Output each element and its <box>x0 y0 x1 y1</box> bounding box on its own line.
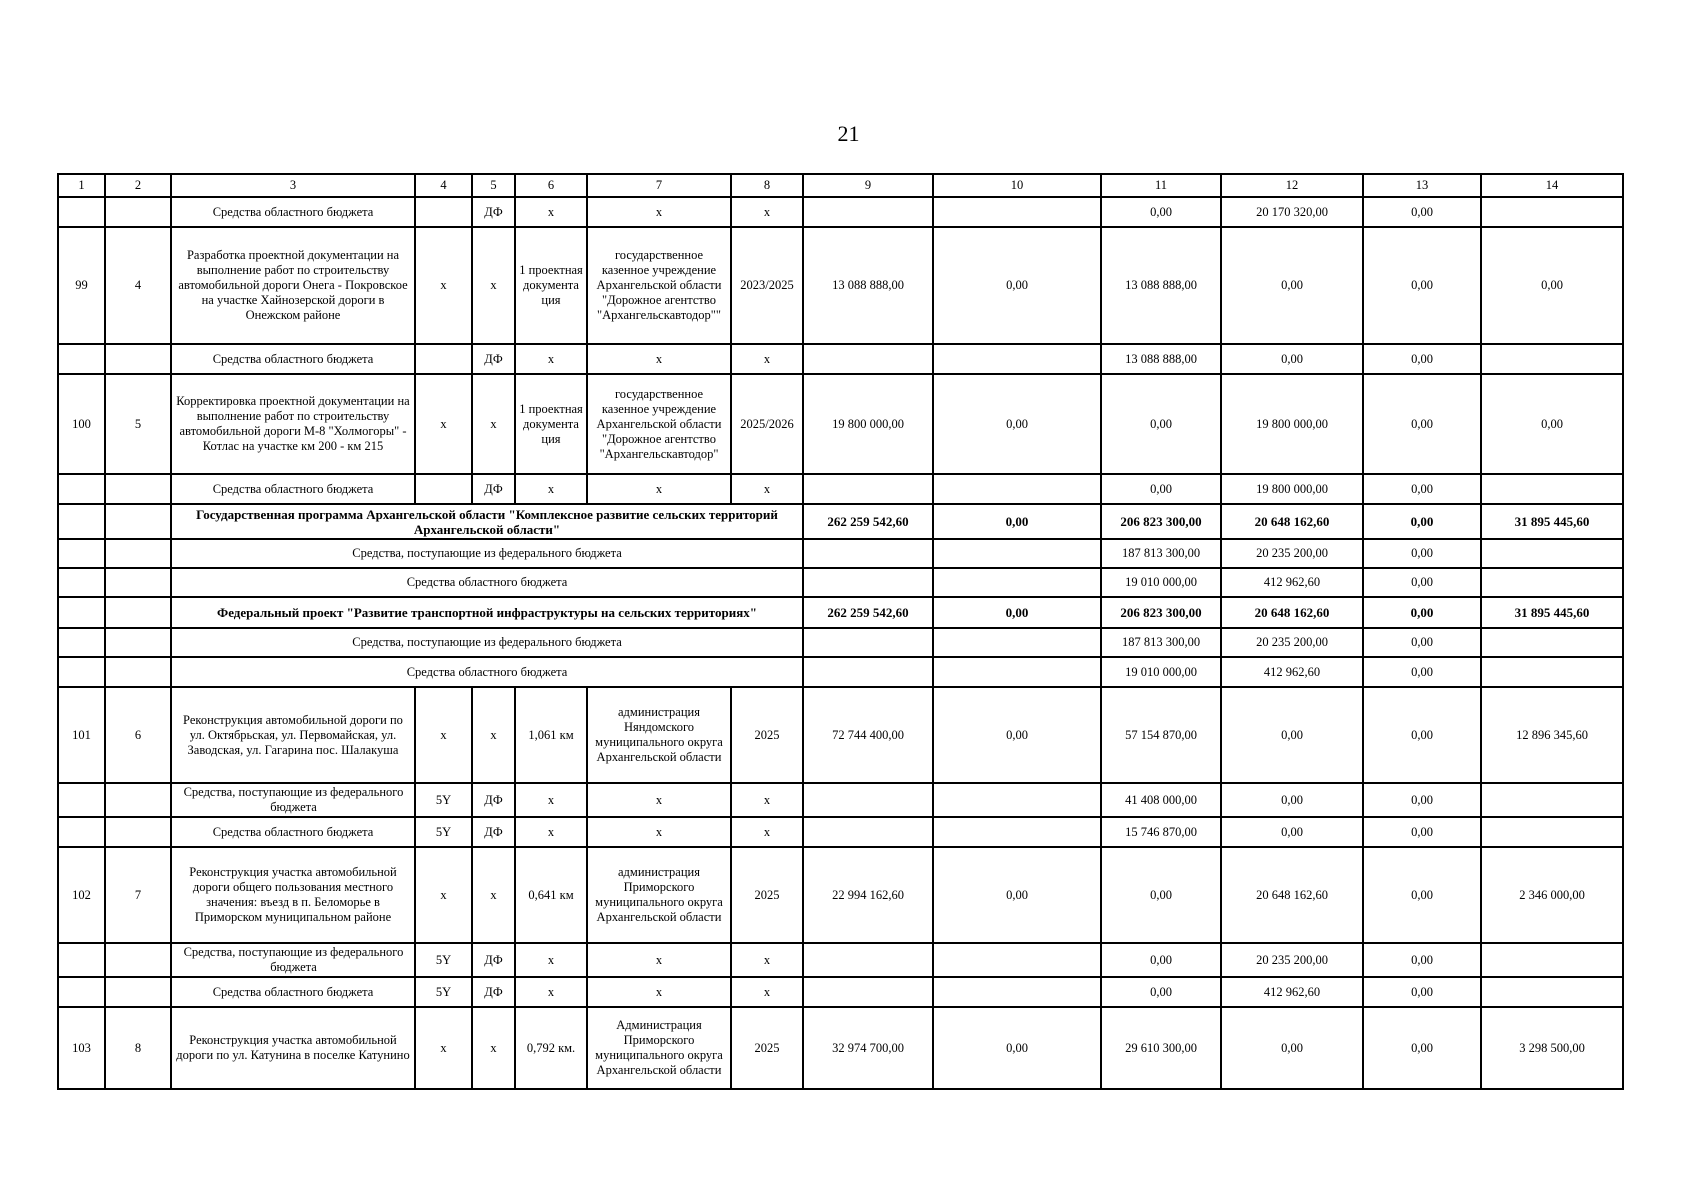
cell: х <box>515 474 587 504</box>
cell: Средства областного бюджета <box>171 817 415 847</box>
table-header-row <box>58 174 1623 197</box>
cell: Государственная программа Архангельской области "Комплексное развитие сельских территорий Архангельской области" <box>171 504 803 539</box>
cell: 101 <box>58 687 105 783</box>
cell: 19 800 000,00 <box>1221 374 1363 474</box>
cell <box>58 657 105 687</box>
budget-table <box>57 173 1624 1090</box>
cell <box>58 568 105 597</box>
cell: 0,00 <box>1363 504 1481 539</box>
cell: 6 <box>105 687 171 783</box>
cell: 0,00 <box>1363 783 1481 817</box>
cell: 8 <box>105 1007 171 1089</box>
cell: х <box>587 817 731 847</box>
cell: 19 800 000,00 <box>803 374 933 474</box>
cell: 2023/2025 <box>731 227 803 344</box>
cell: х <box>472 227 515 344</box>
cell: х <box>587 977 731 1007</box>
cell: 20 235 200,00 <box>1221 943 1363 977</box>
cell: 72 744 400,00 <box>803 687 933 783</box>
cell: 0,00 <box>1363 977 1481 1007</box>
cell <box>105 539 171 568</box>
cell: 0,00 <box>1221 344 1363 374</box>
cell <box>1481 197 1623 227</box>
cell <box>1481 344 1623 374</box>
cell: х <box>415 227 472 344</box>
cell: 0,00 <box>1221 227 1363 344</box>
header-cell: 10 <box>933 174 1101 197</box>
cell: 5Y <box>415 943 472 977</box>
cell <box>105 783 171 817</box>
cell: 0,00 <box>933 597 1101 628</box>
cell: 412 962,60 <box>1221 977 1363 1007</box>
cell: ДФ <box>472 197 515 227</box>
cell: х <box>515 197 587 227</box>
cell: 187 813 300,00 <box>1101 539 1221 568</box>
cell: 206 823 300,00 <box>1101 504 1221 539</box>
cell: 19 010 000,00 <box>1101 657 1221 687</box>
cell: 2025/2026 <box>731 374 803 474</box>
cell: 0,00 <box>1363 628 1481 657</box>
header-cell: 14 <box>1481 174 1623 197</box>
cell: 99 <box>58 227 105 344</box>
cell: Федеральный проект "Развитие транспортной инфраструктуры на сельских территориях" <box>171 597 803 628</box>
cell: Средства, поступающие из федерального бюджета <box>171 628 803 657</box>
cell: 0,00 <box>1101 374 1221 474</box>
table-row <box>58 374 1623 474</box>
cell: 100 <box>58 374 105 474</box>
program-total-row <box>58 504 1623 539</box>
table-row <box>58 657 1623 687</box>
cell: 412 962,60 <box>1221 657 1363 687</box>
cell: х <box>415 1007 472 1089</box>
cell: Корректировка проектной документации на выполнение работ по строительству автомобильной дороги М-8 "Холмогоры" - Котлас на участке км 200 - км 215 <box>171 374 415 474</box>
project-total-row <box>58 597 1623 628</box>
cell: администрация Приморского муниципального округа Архангельской области <box>587 847 731 943</box>
header-cell: 7 <box>587 174 731 197</box>
cell <box>1481 474 1623 504</box>
table-row <box>58 977 1623 1007</box>
cell: 0,00 <box>933 1007 1101 1089</box>
cell: 32 974 700,00 <box>803 1007 933 1089</box>
cell: х <box>587 197 731 227</box>
cell: государственное казенное учреждение Архангельской области "Дорожное агентство "Архангельскавтодор" <box>587 374 731 474</box>
cell: 13 088 888,00 <box>1101 344 1221 374</box>
table-row <box>58 344 1623 374</box>
cell: 0,00 <box>933 374 1101 474</box>
cell: 0,00 <box>1481 227 1623 344</box>
cell <box>803 657 933 687</box>
cell: 0,00 <box>1363 943 1481 977</box>
cell: Реконструкция участка автомобильной дороги по ул. Катунина в поселке Катунино <box>171 1007 415 1089</box>
cell <box>105 597 171 628</box>
cell: 2025 <box>731 847 803 943</box>
cell: 4 <box>105 227 171 344</box>
cell: 0,00 <box>1363 474 1481 504</box>
cell: ДФ <box>472 943 515 977</box>
cell <box>415 344 472 374</box>
cell: 0,00 <box>1363 847 1481 943</box>
cell: 262 259 542,60 <box>803 504 933 539</box>
cell: х <box>731 197 803 227</box>
cell: 41 408 000,00 <box>1101 783 1221 817</box>
cell: Средства, поступающие из федерального бюджета <box>171 539 803 568</box>
cell <box>58 197 105 227</box>
table-row <box>58 783 1623 817</box>
cell <box>933 628 1101 657</box>
cell: 0,00 <box>1363 539 1481 568</box>
cell <box>803 628 933 657</box>
header-cell: 13 <box>1363 174 1481 197</box>
cell <box>58 628 105 657</box>
cell: 0,00 <box>1363 687 1481 783</box>
cell: Администрация Приморского муниципального округа Архангельской области <box>587 1007 731 1089</box>
cell: х <box>472 847 515 943</box>
cell: 0,00 <box>1363 817 1481 847</box>
cell: 0,792 км. <box>515 1007 587 1089</box>
cell: 0,00 <box>1363 568 1481 597</box>
cell <box>105 474 171 504</box>
cell: 13 088 888,00 <box>803 227 933 344</box>
cell: 0,00 <box>933 227 1101 344</box>
header-cell: 9 <box>803 174 933 197</box>
cell: 20 235 200,00 <box>1221 628 1363 657</box>
cell <box>58 539 105 568</box>
cell <box>1481 943 1623 977</box>
cell: х <box>515 817 587 847</box>
cell <box>105 568 171 597</box>
cell: Средства областного бюджета <box>171 568 803 597</box>
cell: Реконструкция автомобильной дороги по ул. Октябрьская, ул. Первомайская, ул. Заводская, ул. Гагарина пос. Шалакуша <box>171 687 415 783</box>
cell <box>105 943 171 977</box>
cell: Средства областного бюджета <box>171 977 415 1007</box>
cell: Средства, поступающие из федерального бюджета <box>171 943 415 977</box>
cell <box>933 539 1101 568</box>
cell <box>803 539 933 568</box>
cell <box>1481 628 1623 657</box>
table-row <box>58 817 1623 847</box>
cell <box>105 197 171 227</box>
cell <box>58 597 105 628</box>
cell: 19 010 000,00 <box>1101 568 1221 597</box>
cell <box>58 344 105 374</box>
header-cell: 5 <box>472 174 515 197</box>
table-row <box>58 847 1623 943</box>
cell: 0,00 <box>1363 374 1481 474</box>
cell: 20 648 162,60 <box>1221 847 1363 943</box>
page-number: 21 <box>837 121 860 146</box>
cell <box>1481 568 1623 597</box>
cell: 0,641 км <box>515 847 587 943</box>
cell: ДФ <box>472 344 515 374</box>
header-cell: 1 <box>58 174 105 197</box>
cell: 0,00 <box>1101 474 1221 504</box>
table-row <box>58 687 1623 783</box>
header-cell: 2 <box>105 174 171 197</box>
cell: х <box>731 977 803 1007</box>
cell: х <box>587 474 731 504</box>
cell: 57 154 870,00 <box>1101 687 1221 783</box>
cell: 0,00 <box>1221 1007 1363 1089</box>
cell: Реконструкция участка автомобильной дороги общего пользования местного значения: въезд в п. Беломорье в Приморском муниципальном районе <box>171 847 415 943</box>
cell: 1 проектная документа ция <box>515 227 587 344</box>
cell: 0,00 <box>1363 657 1481 687</box>
cell: 2 346 000,00 <box>1481 847 1623 943</box>
cell: х <box>515 977 587 1007</box>
cell: х <box>731 817 803 847</box>
cell: х <box>515 344 587 374</box>
cell: 5Y <box>415 817 472 847</box>
cell <box>105 817 171 847</box>
cell <box>105 504 171 539</box>
cell <box>58 977 105 1007</box>
cell <box>803 568 933 597</box>
cell: 5 <box>105 374 171 474</box>
cell: 15 746 870,00 <box>1101 817 1221 847</box>
cell: х <box>515 943 587 977</box>
cell <box>803 943 933 977</box>
table-row <box>58 628 1623 657</box>
table-row <box>58 197 1623 227</box>
cell <box>933 783 1101 817</box>
cell <box>58 817 105 847</box>
cell: х <box>731 344 803 374</box>
cell: 1 проектная документа ция <box>515 374 587 474</box>
cell: х <box>415 687 472 783</box>
cell <box>803 783 933 817</box>
cell <box>803 197 933 227</box>
header-cell: 6 <box>515 174 587 197</box>
cell: 20 235 200,00 <box>1221 539 1363 568</box>
cell: 0,00 <box>1101 197 1221 227</box>
cell: 2025 <box>731 687 803 783</box>
cell: х <box>415 374 472 474</box>
cell: 0,00 <box>1363 1007 1481 1089</box>
cell <box>933 344 1101 374</box>
cell <box>58 504 105 539</box>
cell: ДФ <box>472 783 515 817</box>
cell: х <box>515 783 587 817</box>
table-row <box>58 227 1623 344</box>
cell <box>415 197 472 227</box>
header-cell: 8 <box>731 174 803 197</box>
cell: 102 <box>58 847 105 943</box>
cell: 0,00 <box>1101 847 1221 943</box>
cell: 0,00 <box>1481 374 1623 474</box>
cell: Средства областного бюджета <box>171 344 415 374</box>
cell: х <box>415 847 472 943</box>
header-cell: 3 <box>171 174 415 197</box>
cell: 20 170 320,00 <box>1221 197 1363 227</box>
cell: Средства, поступающие из федерального бюджета <box>171 783 415 817</box>
cell <box>933 568 1101 597</box>
cell: х <box>472 1007 515 1089</box>
cell: х <box>587 344 731 374</box>
cell: х <box>731 783 803 817</box>
cell: х <box>472 687 515 783</box>
cell <box>105 344 171 374</box>
table-row <box>58 568 1623 597</box>
cell: Разработка проектной документации на выполнение работ по строительству автомобильной дороги Онега - Покровское на участке Хайнозерской дороги в Онежском районе <box>171 227 415 344</box>
cell: 0,00 <box>933 847 1101 943</box>
cell: 13 088 888,00 <box>1101 227 1221 344</box>
cell: 187 813 300,00 <box>1101 628 1221 657</box>
cell: ДФ <box>472 817 515 847</box>
cell <box>1481 817 1623 847</box>
header-cell: 4 <box>415 174 472 197</box>
cell <box>58 474 105 504</box>
cell: ДФ <box>472 977 515 1007</box>
cell: 20 648 162,60 <box>1221 504 1363 539</box>
cell: 0,00 <box>1221 817 1363 847</box>
cell <box>803 977 933 1007</box>
cell: 12 896 345,60 <box>1481 687 1623 783</box>
cell: Средства областного бюджета <box>171 197 415 227</box>
cell <box>933 977 1101 1007</box>
cell: 0,00 <box>1363 197 1481 227</box>
cell: 0,00 <box>1221 687 1363 783</box>
cell: х <box>472 374 515 474</box>
cell: государственное казенное учреждение Архангельской области "Дорожное агентство "Архангельскавтодор"" <box>587 227 731 344</box>
cell: х <box>587 783 731 817</box>
cell: 262 259 542,60 <box>803 597 933 628</box>
cell: х <box>587 943 731 977</box>
cell <box>933 817 1101 847</box>
cell <box>58 943 105 977</box>
table-row <box>58 539 1623 568</box>
table-row <box>58 943 1623 977</box>
cell: 7 <box>105 847 171 943</box>
cell: Средства областного бюджета <box>171 474 415 504</box>
cell: 0,00 <box>1363 344 1481 374</box>
cell <box>1481 539 1623 568</box>
cell <box>933 943 1101 977</box>
cell: 3 298 500,00 <box>1481 1007 1623 1089</box>
cell <box>803 817 933 847</box>
cell: ДФ <box>472 474 515 504</box>
cell: администрация Няндомского муниципального округа Архангельской области <box>587 687 731 783</box>
cell: 0,00 <box>1221 783 1363 817</box>
cell <box>105 628 171 657</box>
cell <box>933 197 1101 227</box>
header-cell: 12 <box>1221 174 1363 197</box>
cell <box>105 977 171 1007</box>
cell: 206 823 300,00 <box>1101 597 1221 628</box>
cell <box>803 344 933 374</box>
cell <box>803 474 933 504</box>
table-row <box>58 1007 1623 1089</box>
cell: 19 800 000,00 <box>1221 474 1363 504</box>
cell: 1,061 км <box>515 687 587 783</box>
cell <box>1481 657 1623 687</box>
cell <box>933 474 1101 504</box>
cell <box>1481 977 1623 1007</box>
cell: 412 962,60 <box>1221 568 1363 597</box>
cell: 22 994 162,60 <box>803 847 933 943</box>
cell: 0,00 <box>1363 597 1481 628</box>
cell: Средства областного бюджета <box>171 657 803 687</box>
cell <box>933 657 1101 687</box>
cell: 0,00 <box>933 504 1101 539</box>
cell: х <box>731 474 803 504</box>
cell <box>1481 783 1623 817</box>
cell: 0,00 <box>933 687 1101 783</box>
cell: 0,00 <box>1101 943 1221 977</box>
cell: 0,00 <box>1363 227 1481 344</box>
cell: 31 895 445,60 <box>1481 504 1623 539</box>
cell: 20 648 162,60 <box>1221 597 1363 628</box>
cell: 5Y <box>415 977 472 1007</box>
cell: 103 <box>58 1007 105 1089</box>
cell: 31 895 445,60 <box>1481 597 1623 628</box>
cell <box>105 657 171 687</box>
cell <box>58 783 105 817</box>
cell: х <box>731 943 803 977</box>
cell <box>415 474 472 504</box>
cell: 0,00 <box>1101 977 1221 1007</box>
cell: 5Y <box>415 783 472 817</box>
table-row <box>58 474 1623 504</box>
cell: 2025 <box>731 1007 803 1089</box>
cell: 29 610 300,00 <box>1101 1007 1221 1089</box>
header-cell: 11 <box>1101 174 1221 197</box>
